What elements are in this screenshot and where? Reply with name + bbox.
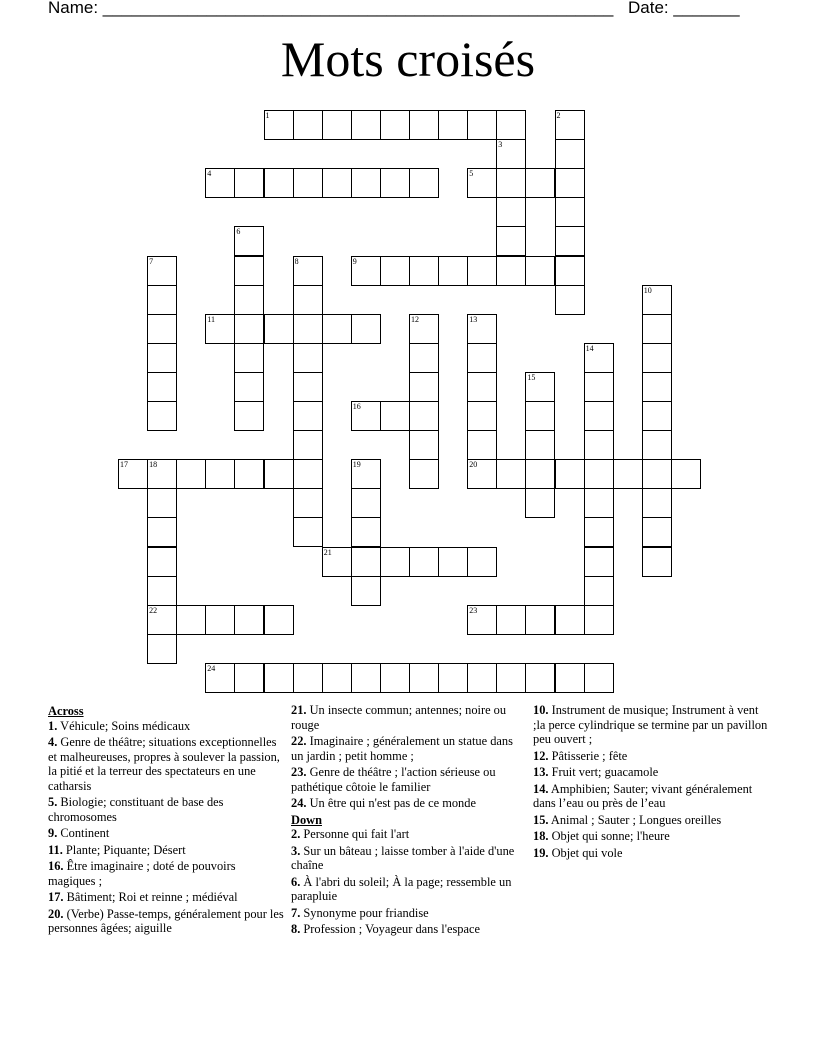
clue-item-number: 2. [291,827,301,841]
grid-cell[interactable] [147,547,177,577]
grid-cell[interactable] [322,168,352,198]
grid-cell[interactable] [322,110,352,140]
grid-cell[interactable] [525,372,555,402]
grid-cell[interactable] [147,576,177,606]
clue-number: 1 [265,111,270,120]
grid-cell[interactable] [118,459,148,489]
clue-item [291,703,527,732]
clue-item [533,782,769,811]
grid-cell[interactable] [147,256,177,286]
grid-cell[interactable] [380,256,410,286]
grid-cell[interactable] [234,314,264,344]
grid-cell[interactable] [409,314,439,344]
grid-cell[interactable] [409,343,439,373]
clue-item [48,795,284,824]
clue-item-text: Sur un bâteau ; laisse tomber à l'aide d'une chaîne [291,843,515,872]
clue-item-number: 20. [48,906,64,921]
grid-cell[interactable] [147,634,177,664]
grid-cell[interactable] [584,372,614,402]
grid-cell[interactable] [496,256,526,286]
grid-cell[interactable] [293,314,323,344]
clue-number: 3 [498,140,503,150]
grid-cell[interactable] [293,663,323,693]
clue-item-text: Un insecte commun; antennes; noire ou rouge [291,703,507,732]
grid-cell[interactable] [467,663,497,693]
clue-list-col2-across [291,703,527,811]
grid-cell[interactable] [496,110,526,140]
grid-cell[interactable] [205,168,235,198]
clue-number: 10 [643,285,652,295]
clue-item [533,829,769,844]
clue-item [533,749,769,764]
clue-item-text: Pâtisserie ; fête [548,748,628,763]
grid-cell[interactable] [234,343,264,373]
clue-list-col1 [48,719,284,936]
grid-cell[interactable] [496,226,526,256]
clue-item-text: À l'abri du soleil; À la page; ressemble un parapluie [291,874,512,903]
grid-cell[interactable] [555,110,585,140]
grid-cell[interactable] [293,256,323,286]
grid-cell[interactable] [409,459,439,489]
clue-number: 9 [352,256,357,266]
grid-cell[interactable] [467,372,497,402]
grid-cell[interactable] [467,547,497,577]
grid-cell[interactable] [555,459,585,489]
grid-cell[interactable] [584,663,614,693]
grid-cell[interactable] [642,343,672,373]
grid-cell[interactable] [584,576,614,606]
clue-item [291,875,527,904]
clue-item-text: Un être qui n'est pas de ce monde [306,796,476,810]
clue-item-text: (Verbe) Passe-temps, généralement pour les personnes âgées; aiguille [48,906,284,935]
clue-item-number: 10. [533,703,549,717]
grid-cell[interactable] [467,430,497,460]
clue-item [291,922,527,937]
grid-cell[interactable] [438,663,468,693]
grid-cell[interactable] [642,547,672,577]
clue-item [533,765,769,780]
grid-cell[interactable] [584,430,614,460]
grid-cell[interactable] [671,459,701,489]
clue-number: 7 [149,256,154,266]
grid-cell[interactable] [525,430,555,460]
clue-item-text: Bâtiment; Roi et reinne ; médiéval [63,890,238,904]
grid-cell[interactable] [584,343,614,373]
grid-cell[interactable] [293,372,323,402]
grid-cell[interactable] [351,401,381,431]
grid-cell[interactable] [293,168,323,198]
grid-cell[interactable] [351,314,381,344]
clue-item-number: 5. [48,795,58,809]
grid-cell[interactable] [525,256,555,286]
grid-cell[interactable] [147,517,177,547]
grid-cell[interactable] [438,547,468,577]
clue-number: 17 [120,460,128,470]
grid-cell[interactable] [380,547,410,577]
grid-cell[interactable] [555,256,585,286]
clue-number: 5 [469,169,474,179]
clue-number: 15 [527,372,536,382]
grid-cell[interactable] [351,663,381,693]
clue-number: 16 [352,402,361,411]
clue-item-text: Synonyme pour friandise [300,905,429,920]
grid-cell[interactable] [409,110,439,140]
clue-number: 22 [149,605,158,615]
clue-item-text: Amphibien; Sauter; vivant généralement dans l’eau ou près de l’eau [533,781,753,810]
clue-number: 18 [149,460,158,470]
grid-cell[interactable] [584,517,614,547]
clue-item-text: Véhicule; Soins médicaux [57,718,191,733]
clue-item-number: 22. [291,734,307,748]
clues-column-3 [533,703,769,862]
clue-item-text: Fruit vert; guacamole [548,765,659,779]
clue-item-number: 6. [291,874,301,889]
clue-item-number: 3. [291,843,301,858]
grid-cell[interactable] [205,314,235,344]
clue-item-number: 21. [291,703,307,717]
grid-cell[interactable] [525,168,555,198]
grid-cell[interactable] [555,139,585,169]
grid-cell[interactable] [176,605,206,635]
grid-cell[interactable] [496,459,526,489]
grid-cell[interactable] [293,517,323,547]
grid-cell[interactable] [351,256,381,286]
clue-item [533,813,769,828]
grid-cell[interactable] [147,285,177,315]
across-heading: Across [48,704,84,718]
grid-cell[interactable] [234,401,264,431]
clue-item-number: 17. [48,890,64,904]
grid-cell[interactable] [584,401,614,431]
grid-cell[interactable] [380,401,410,431]
grid-cell[interactable] [555,285,585,315]
down-heading: Down [291,812,322,827]
clue-number: 23 [469,605,478,615]
grid-cell[interactable] [293,488,323,518]
grid-cell[interactable] [409,547,439,577]
clues-column-2 [291,703,527,939]
grid-cell[interactable] [642,459,672,489]
grid-cell[interactable] [234,256,264,286]
grid-cell[interactable] [438,110,468,140]
grid-cell[interactable] [467,343,497,373]
clue-item-number: 1. [48,718,58,733]
grid-cell[interactable] [525,605,555,635]
clue-item-text: Plante; Piquante; Désert [62,842,186,857]
grid-cell[interactable] [234,168,264,198]
grid-cell[interactable] [642,401,672,431]
clue-number: 14 [585,343,594,353]
grid-cell[interactable] [409,256,439,286]
grid-cell[interactable] [467,256,497,286]
clue-item-text: Personne qui fait l'art [300,827,410,841]
grid-cell[interactable] [351,459,381,489]
grid-cell[interactable] [525,663,555,693]
clue-item [48,719,284,734]
clue-list-col3 [533,703,769,860]
grid-cell[interactable] [264,663,294,693]
clue-item [291,765,527,794]
grid-cell[interactable] [264,314,294,344]
grid-cell[interactable] [555,663,585,693]
grid-cell[interactable] [409,430,439,460]
grid-cell[interactable] [293,285,323,315]
clue-item [291,734,527,763]
grid-cell[interactable] [642,285,672,315]
grid-cell[interactable] [584,488,614,518]
grid-cell[interactable] [555,197,585,227]
clue-item [48,859,284,888]
grid-cell[interactable] [234,459,264,489]
clue-item-number: 14. [533,781,549,796]
grid-cell[interactable] [322,314,352,344]
grid-cell[interactable] [584,547,614,577]
grid-cell[interactable] [293,110,323,140]
clue-item-text: Être imaginaire ; doté de pouvoirs magiques ; [48,859,236,888]
date-field-label: Date: _______ [628,0,740,17]
clue-item-text: Profession ; Voyageur dans l'espace [300,922,480,936]
clue-item-number: 18. [533,829,549,843]
clue-item-text: Biologie; constituant de base des chromosomes [48,795,224,824]
grid-cell[interactable] [380,663,410,693]
grid-cell[interactable] [496,663,526,693]
grid-cell[interactable] [234,663,264,693]
grid-cell[interactable] [234,285,264,315]
grid-cell[interactable] [642,430,672,460]
grid-cell[interactable] [147,401,177,431]
grid-cell[interactable] [205,605,235,635]
grid-cell[interactable] [293,343,323,373]
grid-cell[interactable] [467,401,497,431]
grid-cell[interactable] [409,401,439,431]
clue-item-text: Objet qui vole [548,845,623,860]
clue-item-number: 15. [533,812,549,827]
clue-item-number: 16. [48,859,64,873]
grid-cell[interactable] [234,226,264,256]
grid-cell[interactable] [467,314,497,344]
grid-cell[interactable] [264,110,294,140]
grid-cell[interactable] [555,168,585,198]
grid-cell[interactable] [205,663,235,693]
grid-cell[interactable] [351,488,381,518]
grid-cell[interactable] [555,605,585,635]
grid-cell[interactable] [380,168,410,198]
grid-cell[interactable] [234,372,264,402]
clue-item [291,906,527,921]
grid-cell[interactable] [351,576,381,606]
clue-list-col2-down [291,827,527,937]
grid-cell[interactable] [613,459,643,489]
clue-number: 11 [207,314,215,324]
grid-cell[interactable] [467,605,497,635]
grid-cell[interactable] [467,110,497,140]
grid-cell[interactable] [264,605,294,635]
clue-item [291,796,527,811]
grid-cell[interactable] [351,547,381,577]
grid-cell[interactable] [409,168,439,198]
grid-cell[interactable] [496,197,526,227]
clue-number: 4 [207,169,212,179]
grid-cell[interactable] [409,372,439,402]
grid-cell[interactable] [642,517,672,547]
clue-item-text: Continent [57,826,110,840]
clues-column-1 [48,703,284,938]
clue-item-text: Genre de théâtre; situations exceptionnelles et malheureuses, propres à soulever la passion, la pitié et la terreur des spectateurs en une catharsis [48,735,280,793]
grid-cell[interactable] [642,314,672,344]
grid-cell[interactable] [409,663,439,693]
clue-item [48,843,284,858]
clue-item-text: Imaginaire ; généralement un statue dans un jardin ; petit homme ; [291,734,513,763]
clue-item-number: 13. [533,765,549,779]
grid-cell[interactable] [351,110,381,140]
grid-cell[interactable] [147,605,177,635]
clue-item-number: 19. [533,845,549,860]
grid-cell[interactable] [642,372,672,402]
clue-item [533,703,769,747]
page-title: Mots croisés [280,31,536,87]
grid-cell[interactable] [584,459,614,489]
grid-cell[interactable] [467,459,497,489]
clue-item-number: 24. [291,796,307,810]
grid-cell[interactable] [293,401,323,431]
grid-cell[interactable] [293,430,323,460]
clue-number: 2 [556,111,561,120]
grid-cell[interactable] [205,459,235,489]
clue-item-text: Animal ; Sauter ; Longues oreilles [548,812,722,827]
grid-cell[interactable] [525,459,555,489]
clue-item [533,846,769,861]
clue-item-number: 11. [48,842,63,857]
clue-item [48,735,284,793]
clue-item-text: Instrument de musique; Instrument à vent ;la perce cylindrique se termine par un pavillon peu ouvert ; [533,703,768,746]
grid-cell[interactable] [642,488,672,518]
clue-item-text: Objet qui sonne; l'heure [548,829,670,843]
grid-cell[interactable] [147,314,177,344]
grid-cell[interactable] [147,488,177,518]
clue-item [291,844,527,873]
grid-cell[interactable] [467,168,497,198]
clue-item [48,826,284,841]
grid-cell[interactable] [147,343,177,373]
clue-item-text: Genre de théâtre ; l'action sérieuse ou pathétique côtoie le familier [291,765,496,794]
clue-number: 19 [352,460,361,470]
grid-cell[interactable] [380,110,410,140]
clue-number: 12 [411,314,419,324]
clue-number: 20 [469,460,478,470]
grid-cell[interactable] [525,401,555,431]
clue-number: 21 [323,547,332,557]
clue-number: 24 [207,663,216,673]
grid-cell[interactable] [234,605,264,635]
clue-item-number: 9. [48,826,58,840]
clue-item-number: 23. [291,765,307,779]
clue-item [291,827,527,842]
grid-cell[interactable] [584,605,614,635]
clue-item-number: 4. [48,735,58,749]
grid-cell[interactable] [264,459,294,489]
grid-cell[interactable] [555,226,585,256]
grid-cell[interactable] [351,517,381,547]
name-field-label: Name: ______________________________________________________ [48,0,614,17]
grid-cell[interactable] [293,459,323,489]
grid-cell[interactable] [496,168,526,198]
clue-number: 8 [294,256,299,266]
grid-cell[interactable] [176,459,206,489]
grid-cell[interactable] [525,488,555,518]
clue-item [48,890,284,905]
grid-cell[interactable] [147,459,177,489]
grid-cell[interactable] [147,372,177,402]
clue-item-number: 8. [291,922,301,936]
clue-item-number: 7. [291,905,301,920]
grid-cell[interactable] [496,139,526,169]
clue-number: 13 [469,314,478,324]
clue-item [48,907,284,936]
clue-number: 6 [236,227,241,237]
grid-cell[interactable] [438,256,468,286]
grid-cell[interactable] [264,168,294,198]
grid-cell[interactable] [322,663,352,693]
grid-cell[interactable] [496,605,526,635]
clue-item-number: 12. [533,748,549,763]
grid-cell[interactable] [322,547,352,577]
grid-cell[interactable] [351,168,381,198]
